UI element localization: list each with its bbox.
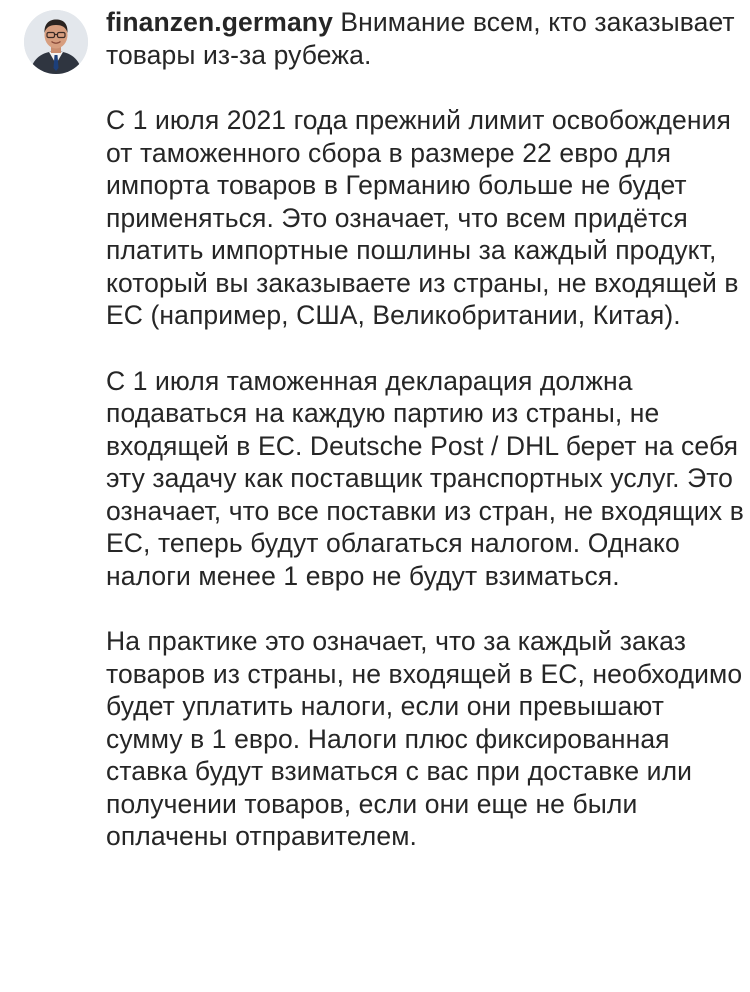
caption-paragraph-1: С 1 июля 2021 года прежний лимит освобождения от таможенного сбора в размере 22 евро для импорта товаров в Германию больше не будет применяться. Это означает, что всем придётся платить импортные пошлины за каждый продукт, который вы заказываете из страны, не входящей в ЕС (например, США, Великобритании, Китая). — [106, 105, 739, 330]
caption-first-line: Внимание всем, кто заказывает товары из-за рубежа. — [106, 7, 735, 70]
paragraph-spacer — [106, 592, 746, 625]
paragraph-spacer — [106, 332, 746, 365]
caption-first-paragraph — [106, 6, 746, 71]
paragraph-spacer — [106, 71, 746, 104]
caption-text — [106, 6, 746, 853]
username-link[interactable]: finanzen.germany — [106, 7, 333, 37]
caption-paragraph-3: На практике это означает, что за каждый заказ товаров из страны, не входящей в ЕС, необходимо будет уплатить налоги, если они превышают сумму в 1 евро. Налоги плюс фиксированная ставка будут взиматься с вас при доставке или получении товаров, если они еще не были оплачены отправителем. — [106, 626, 743, 851]
caption-paragraph-2: С 1 июля таможенная декларация должна подаваться на каждую партию из страны, не входящей в ЕС. Deutsche Post / DHL берет на себя эту задачу как поставщик транспортных услуг. Это означает, что все поставки из стран, не входящих в ЕС, теперь будут облагаться налогом. Однако налоги менее 1 евро не будут взиматься. — [106, 365, 744, 591]
avatar-portrait — [24, 10, 88, 74]
user-avatar-icon[interactable] — [24, 10, 88, 74]
